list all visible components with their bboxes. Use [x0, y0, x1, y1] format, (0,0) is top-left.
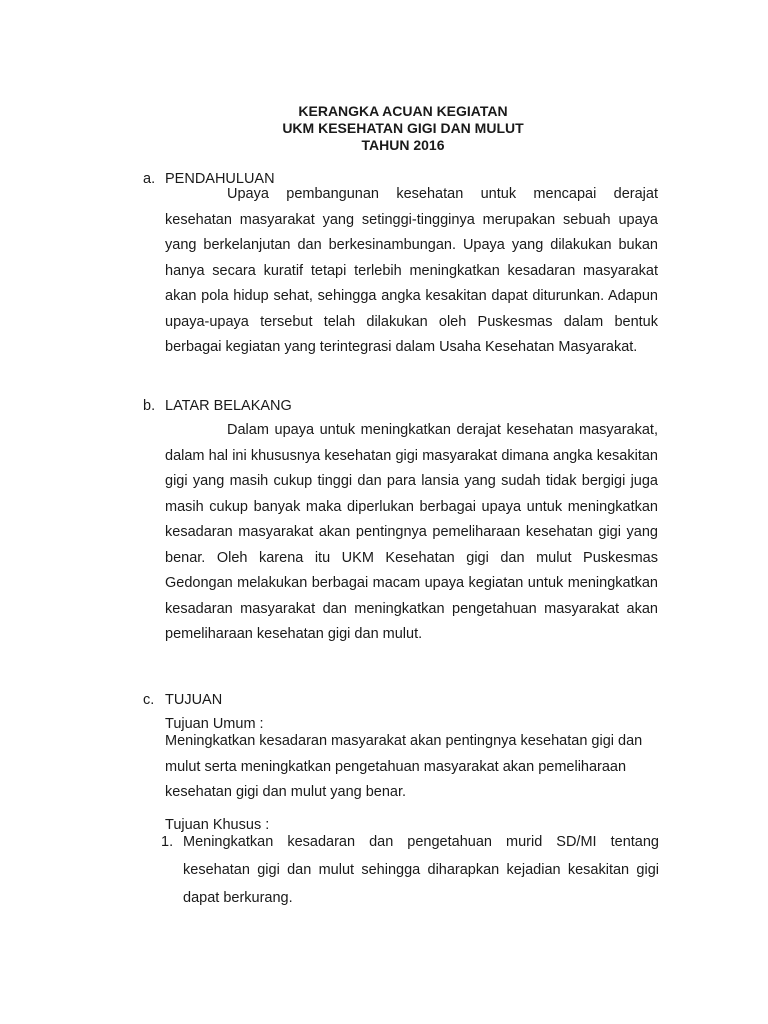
section-a-title: PENDAHULUAN [165, 171, 275, 187]
section-c-letter: c. [143, 692, 155, 708]
section-a-paragraph: Upaya pembangunan kesehatan untuk mencapai derajat kesehatan masyarakat yang setinggi-tingginya merupakan sebuah upaya yang berkelanjutan dan berkesinambungan. Upaya yang dilakukan bukan hanya secara kuratif tetapi terlebih meningkatkan kesadaran masyarakat akan pola hidup sehat, sehingga angka kesakitan dapat diturunkan. Adapun upaya-upaya tersebut telah dilakukan oleh Puskesmas dalam bentuk berbagai kegiatan yang terintegrasi dalam Usaha Kesehatan Masyarakat. [165, 186, 658, 355]
document-title-line-3: TAHUN 2016 [361, 137, 445, 153]
section-b-paragraph: Dalam upaya untuk meningkatkan derajat kesehatan masyarakat, dalam hal ini khususnya kesehatan gigi masyarakat dimana angka kesakitan gigi yang masih cukup tinggi dan para lansia yang sudah tidak bergigi juga masih cukup banyak maka diperlukan berbagai upaya untuk meningkatkan kesadaran masyarakat akan pentingnya pemeliharaan kesehatan gigi yang benar. Oleh karena itu UKM Kesehatan gigi dan mulut Puskesmas Gedongan melakukan berbagai macam upaya kegiatan untuk meningkatkan kesadaran masyarakat dan meningkatkan pengetahuan masyarakat akan pemeliharaan kesehatan gigi dan mulut. [165, 422, 658, 642]
document-title-line-1: KERANGKA ACUAN KEGIATAN [298, 103, 508, 119]
list-item-text: Meningkatkan kesadaran dan pengetahuan murid SD/MI tentang kesehatan gigi dan mulut sehingga diharapkan kejadian kesakitan gigi dapat berkurang. [183, 834, 659, 906]
list-item-number: 1. [161, 834, 174, 850]
tujuan-umum-paragraph: Meningkatkan kesadaran masyarakat akan pentingnya kesehatan gigi dan mulut serta meningkatkan pengetahuan masyarakat akan pemeliharaan kesehatan gigi dan mulut yang benar. [165, 733, 643, 800]
section-b-title: LATAR BELAKANG [165, 398, 292, 414]
section-a-letter: a. [143, 171, 156, 187]
tujuan-umum-label: Tujuan Umum : [165, 716, 264, 732]
document-title-line-2: UKM KESEHATAN GIGI DAN MULUT [282, 120, 524, 136]
section-b-letter: b. [143, 398, 156, 414]
tujuan-khusus-label: Tujuan Khusus : [165, 817, 270, 833]
section-c-title: TUJUAN [165, 692, 223, 708]
